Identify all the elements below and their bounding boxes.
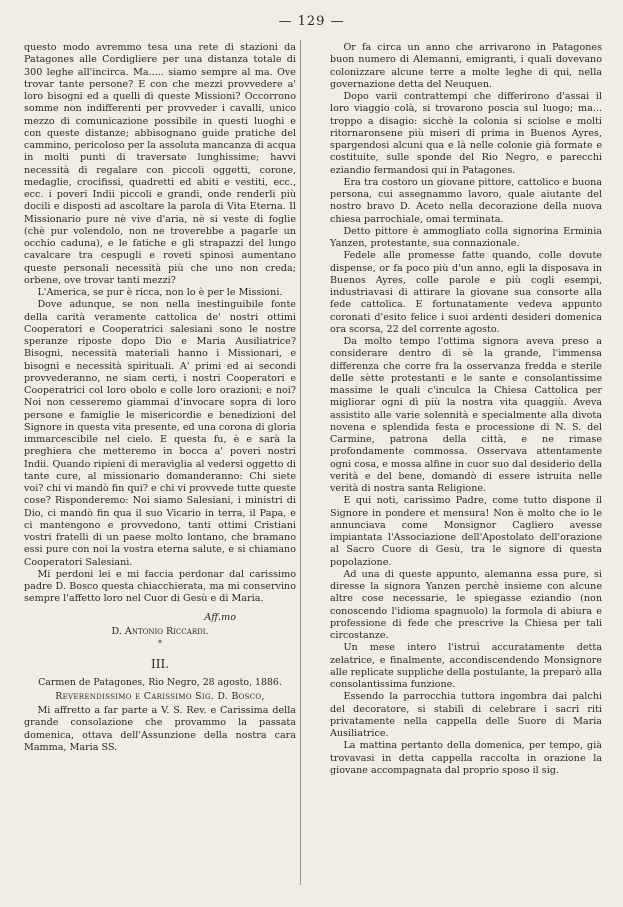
right-column [330,42,602,777]
paragraph: Mi perdoni lei e mi faccia perdonar dal carissimo padre D. Bosco questa chiacchierata, ma mi conservino sempre l'affetto loro nel Cuor di Gesù e di Maria. [24,568,296,605]
paragraph: E qui noti, carissimo Padre, come tutto dispone il Signore in pondere et mensura! Non è molto che io le annunciava come Monsignor Cagliero avesse impiantata l'Associazione dell'Apostolato dell'orazione al Sacro Cuore di Gesù, tra le signore di questa popolazione. [330,495,602,568]
paragraph: Ad una di queste appunto, alemanna essa pure, si diresse la signora Yanzen perchè insieme con alcune altre cose necessarie, le spiegasse eziandio (non conoscendo l'idioma spagnuolo) la formola di abiura e professione di fede che prescrive la Chiesa per tali circostanze. [330,568,602,641]
paragraph: questo modo avremmo tesa una rete di stazioni da Patagones alle Cordigliere per una distanza totale di 300 leghe all'incirca. Ma..... siamo sempre al ma. Ove trovar tante persone? E con che mezzi provvedere a' loro bisogni ed a quelli di queste Missioni? Occorrono somme non indifferenti per provveder i cavalli, unico mezzo di comunicazione possibile in questi luoghi e con queste distanze; abbisognano guide pratiche del cammino, pericoloso per la assoluta mancanza di acqua in molti punti di traversate lunghissime; havvi necessità di regalare con piccoli oggetti, corone, medaglie, crocifissi, quadretti ed abiti e vestiti, ecc., ecc. i poveri Indii piccoli e grandi, onde renderli più docili e disposti ad ascoltare la parola di Vita Eterna. Il Missionario pure nè vive d'aria, nè si veste di foglie (chè pur volendolo, non ne troverebbe a pagarle un occhio caduna), e le fatiche e gli strapazzi del lungo cavalcare tra cespugli e roveti spinosi aumentano queste personali necessità più che uno non creda; orbene, ove trovar tanti mezzi? [24,42,296,286]
signature-name: D. Antonio Riccardi. [111,625,209,637]
paragraph: L'America, se pur è ricca, non lo è per le Missioni. [37,287,283,298]
letter-dateline: Carmen de Patagones, Rio Negro, 28 agosto, 1886. [38,676,282,688]
column-divider [300,40,301,885]
letter-salutation: Reverendissimo e Carissimo Sig. D. Bosco, [55,690,265,702]
page-number: — 129 — [278,14,345,29]
paragraph: Un mese intero l'istruì accuratamente detta zelatrice, e finalmente, accondiscendendo Monsignore alle replicate suppliche della postulante, la preparò alla consolantissima funzione. [330,642,602,690]
paragraph: Da molto tempo l'ottima signora aveva preso a considerare dentro di sè la grande, l'immensa differenza che corre fra la osservanza fredda e sterile delle sètte protestanti e le sante e consolantissime massime le quali c'inculca la Chiesa Cattolica per migliorar ogni dì più la nostra vita quaggiù. Aveva assistito alle varie solennità e specialmente alla divota novena e splendida festa e processione di N. S. del Carmine, patrona della città, e ne rimase profondamente commossa. Osservava attentamente ogni cosa, e mossa alfine in cuor suo dal desiderio della verità e del bene, domandò di essere istruita nelle verità di nostra santa Religione. [330,336,602,494]
paragraph: Mi affretto a far parte a V. S. Rev. e Carissima della grande consolazione che provammo la passata domenica, ottava dell'Assunzione della nostra cara Mamma, Maria SS. [24,705,296,753]
signature-closing: Aff.mo [204,611,236,623]
paragraph: Or fa circa un anno che arrivarono in Patagones buon numero di Alemanni, emigranti, i quali dovevano colonizzare alcune terre a molte leghe di qui, nella governazione detta del Neuquen. [330,42,602,90]
section-numeral: III. [150,657,170,672]
paragraph: Dove adunque, se non nella inestinguibile fonte della carità veramente cattolica de' nostri ottimi Cooperatori e Cooperatrici salesiani sono le nostre speranze riposte dopo Dio e Maria Ausiliatrice? Bisogni, necessità materiali hanno i Missionari, e bisogni e necessità spirituali. A' primi ed ai secondi provvederanno, ne siam certi, i nostri Cooperatori e Cooperatrici col loro obolo e colle loro orazioni; e noi? Noi non cesseremo giammai d'invocare sopra di loro persone e famiglie le misericordie e benedizioni del Signore in questa vita presente, ed una corona di gloria immarcescibile nel cielo. E questa fu, è e sarà la preghiera che metteremo in bocca a' poveri nostri Indii. Quando ripieni di meraviglia al vedersi oggetto di tante cure, al missionario domanderanno: Chi siete voi? chi vi mandò fin qui? e chi vi provvede tutte queste cose? Risponderemo: Noi siamo Salesiani, i ministri di Dio, ci mandò fin qua il suo Vicario in terra, il Papa, e ci mantengono e provvedono, tanti ottimi Cristiani vostri fratelli di un paese molto lontano, che bramano essi pure con noi la vostra eterna salute, e si chiamano Cooperatori Salesiani. [24,299,296,568]
paragraph: Era tra costoro un giovane pittore, cattolico e buona persona, cui assegnammo lavoro, quale aiutante del nostro bravo D. Aceto nella decorazione della nuova chiesa parrochiale, omai terminata. [330,176,602,225]
paragraph: La mattina pertanto della domenica, per tempo, già trovavasi in detta cappella raccolta in orazione la giovane accompagnata dal proprio sposo il sig. [330,740,602,776]
paragraph: Dopo varii contrattempi che differirono d'assai il loro viaggio colà, si trovarono poscia sul luogo; ma... troppo a disagio: sicchè la colonia si sciolse e molti ritornaronsene più miseri di prima in Buenos Ayres, spargendosi alcuni qua e là nelle colonie già formate e costituite, sulle sponde del Rio Negro, e parecchi eziandio fermandosi qui in Patagones. [330,91,602,176]
left-column [24,42,296,754]
paragraph: Fedele alle promesse fatte quando, colle dovute dispense, or fa poco più d'un anno, egli la disposava in Buenos Ayres, colle parole e più cogli esempi, industriavasi di attirare la giovane sua consorte alla fede cattolica. E fortunatamente vedeva appunto coronati d'esito felice i suoi ardenti desideri domenica ora scorsa, 22 del corrente agosto. [330,250,602,335]
paragraph: Essendo la parrocchia tuttora ingombra dai palchi del decoratore, si stabilì di celebrare i sacri riti privatamente nella cappella delle Suore di Maria Ausiliatrice. [330,691,602,739]
star-divider: * [158,639,162,648]
paragraph: Detto pittore è ammogliato colla signorina Erminia Yanzen, protestante, sua connazionale. [330,225,602,249]
